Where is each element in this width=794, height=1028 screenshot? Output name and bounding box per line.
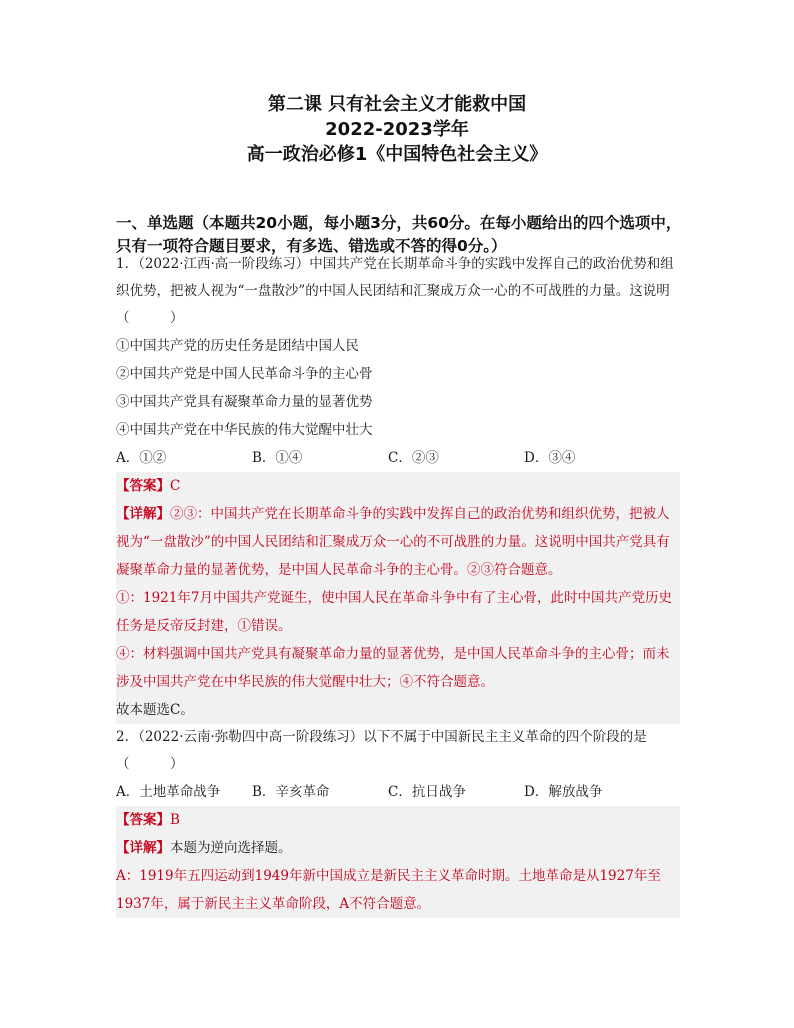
question-stem: 2．（2022·云南·弥勒四中高一阶段练习）以下不属于中国新民主主义革命的四个阶段的是（ ） <box>116 729 647 772</box>
statement-1: ①中国共产党的历史任务是团结中国人民 <box>116 338 359 354</box>
choice-a: A．土地革命战争 <box>116 784 221 800</box>
answer-explanation-block <box>116 472 680 724</box>
choice-c: C．抗日战争 <box>388 784 466 800</box>
answer-explanation-block <box>116 806 680 918</box>
explanation-paragraph: A：1919年五四运动到1949年新中国成立是新民主主义革命时期。土地革命是从1927年至1937年，属于新民主主义革命阶段，A不符合题意。 <box>116 868 661 912</box>
question-stem: 1．（2022·江西·高一阶段练习）中国共产党在长期革命斗争的实践中发挥自己的政治优势和组织优势，把被人视为“一盘散沙”的中国人民团结和汇聚成万众一心的不可战胜的力量。这说明（ ） <box>116 256 674 326</box>
statement-2: ②中国共产党是中国人民革命斗争的主心骨 <box>116 366 373 382</box>
conclusion: 故本题选C。 <box>116 702 194 718</box>
answer-line <box>116 806 680 834</box>
answer-label: 【答案】 <box>116 478 170 494</box>
choice-row <box>116 444 680 472</box>
course-title: 高一政治必修1《中国特色社会主义》 <box>246 144 548 165</box>
document-title-block <box>0 92 794 167</box>
explanation <box>116 500 680 724</box>
detail-label: 【详解】 <box>116 840 170 856</box>
answer-label: 【答案】 <box>116 812 170 828</box>
choice-d: D．解放战争 <box>524 784 603 800</box>
detail-label: 【详解】 <box>116 506 170 522</box>
explanation-paragraph <box>116 834 680 862</box>
choice-b: B．辛亥革命 <box>252 784 330 800</box>
explanation <box>116 834 680 918</box>
question-1 <box>116 251 680 724</box>
questions-content <box>116 251 680 918</box>
explanation-paragraph: ④：材料强调中国共产党具有凝聚革命力量的显著优势，是中国人民革命斗争的主心骨；而未涉及中国共产党在中华民族的伟大觉醒中壮大；④不符合题意。 <box>116 646 670 690</box>
answer-value: B <box>170 812 180 828</box>
school-year: 2022-2023学年 <box>325 119 469 140</box>
explanation-paragraph <box>116 500 680 584</box>
section-heading: 一、单选题（本题共20小题，每小题3分，共60分。在每小题给出的四个选项中，只有一项符合题目要求，有多选、错选或不答的得0分。） <box>116 214 682 255</box>
statement-4: ④中国共产党在中华民族的伟大觉醒中壮大 <box>116 422 373 438</box>
choice-d: D．③④ <box>524 450 576 466</box>
choice-b: B．①④ <box>252 450 303 466</box>
answer-value: C <box>170 478 181 494</box>
choice-a: A．①② <box>116 450 167 466</box>
lesson-title: 第二课 只有社会主义才能救中国 <box>267 94 527 115</box>
explanation-text: ②③：中国共产党在长期革命斗争的实践中发挥自己的政治优势和组织优势，把被人视为“一盘散沙”的中国人民团结和汇聚成万众一心的不可战胜的力量。这说明中国共产党具有凝聚革命力量的显著优势，是中国人民革命斗争的主心骨。②③符合题意。 <box>116 506 670 578</box>
choice-row <box>116 778 680 806</box>
explanation-paragraph: ①：1921年7月中国共产党诞生，使中国人民在革命斗争中有了主心骨，此时中国共产党历史任务是反帝反封建，①错误。 <box>116 590 672 634</box>
answer-line <box>116 472 680 500</box>
statement-3: ③中国共产党具有凝聚革命力量的显著优势 <box>116 394 373 410</box>
explanation-text: 本题为逆向选择题。 <box>170 840 292 856</box>
choice-c: C．②③ <box>388 450 439 466</box>
question-2 <box>116 724 680 918</box>
